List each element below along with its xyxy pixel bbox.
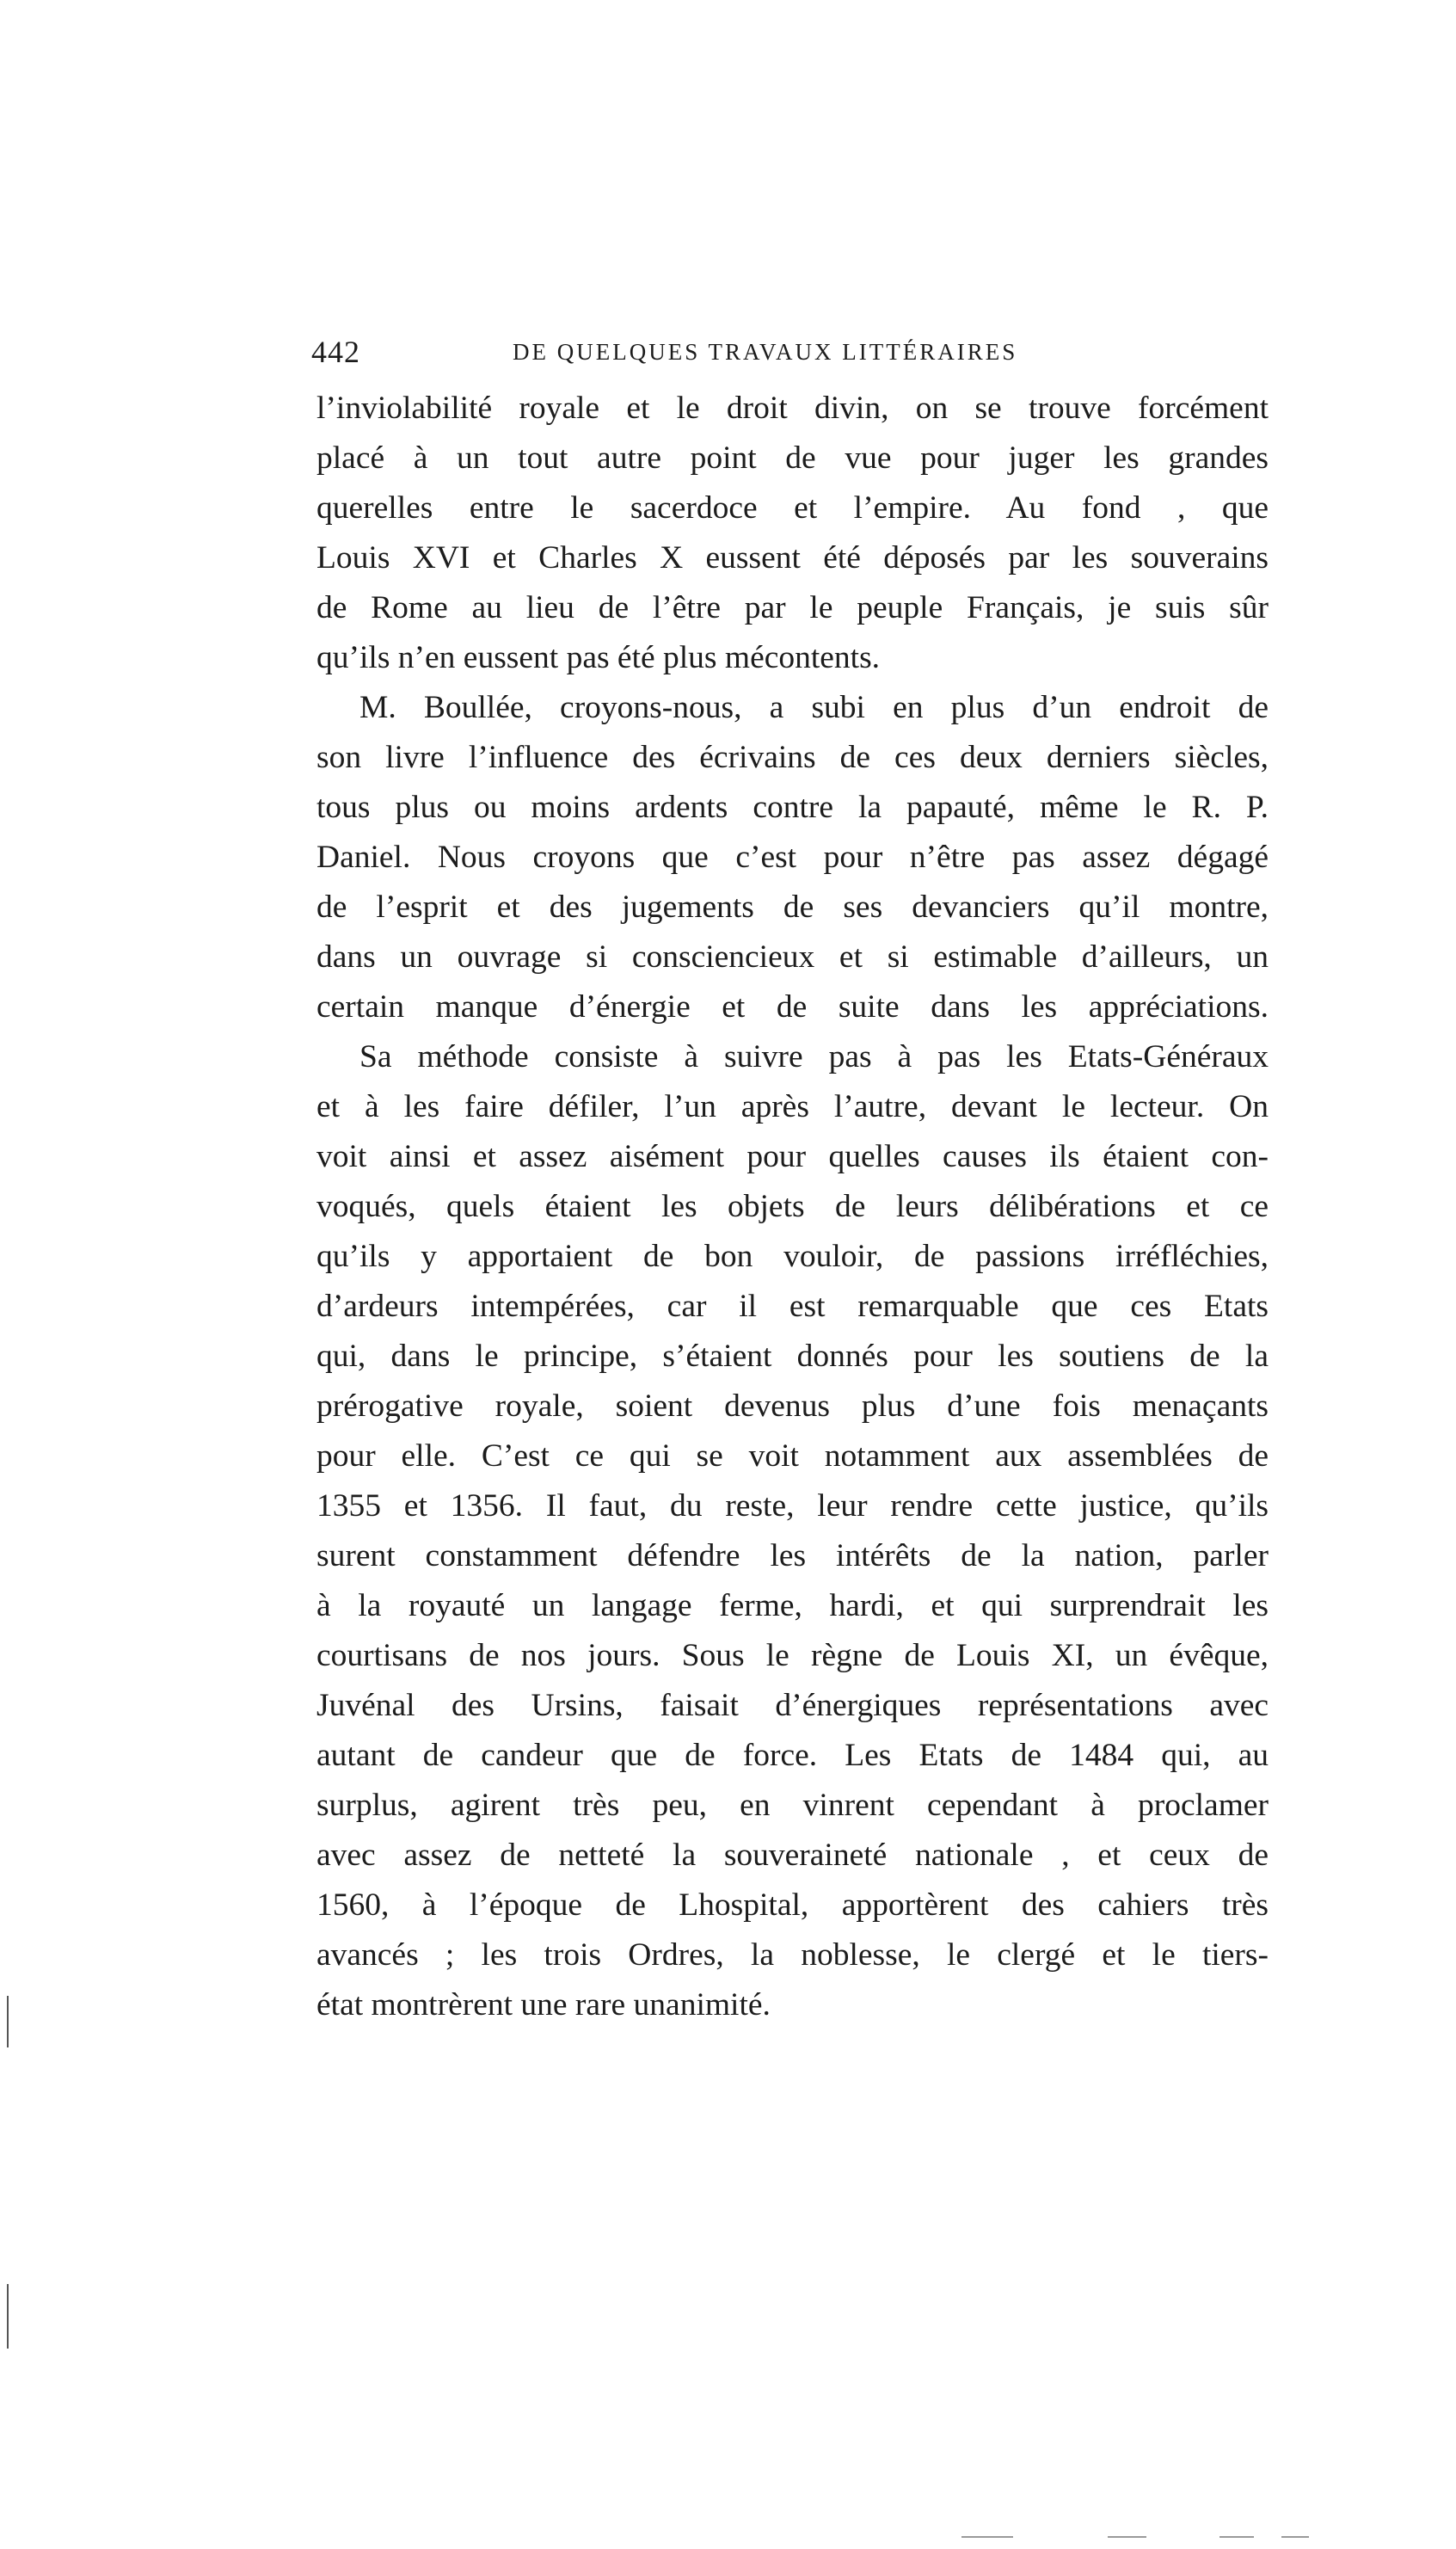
scan-artifact — [1281, 2536, 1309, 2538]
text-line: d’ardeurs intempérées, car il est remarquable que ces Etats — [316, 1289, 1269, 1324]
scan-margin-mark — [7, 2284, 9, 2349]
text-line: certain manque d’énergie et de suite dans les appréciations. — [316, 989, 1269, 1025]
text-line: son livre l’influence des écrivains de ces deux derniers siècles, — [316, 740, 1269, 775]
paragraph-start-line: Sa méthode consiste à suivre pas à pas les Etats-Généraux — [359, 1039, 1269, 1074]
running-title: DE QUELQUES TRAVAUX LITTÉRAIRES — [513, 339, 1018, 365]
text-line: surent constamment défendre les intérêts de la nation, parler — [316, 1538, 1269, 1573]
text-line: de Rome au lieu de l’être par le peuple Français, je suis sûr — [316, 590, 1269, 625]
scan-margin-mark — [7, 1996, 9, 2047]
text-line: prérogative royale, soient devenus plus d’une fois menaçants — [316, 1388, 1269, 1424]
paragraph-start-line: M. Boullée, croyons-nous, a subi en plus d’un endroit de — [359, 690, 1269, 725]
text-line: qu’ils y apportaient de bon vouloir, de passions irréfléchies, — [316, 1239, 1269, 1274]
scan-artifact — [961, 2536, 1013, 2538]
page-number: 442 — [311, 335, 360, 369]
text-line: voqués, quels étaient les objets de leurs délibérations et ce — [316, 1189, 1269, 1224]
text-line: 1355 et 1356. Il faut, du reste, leur rendre cette justice, qu’ils — [316, 1488, 1269, 1524]
text-line: état montrèrent une rare unanimité. — [316, 1987, 771, 2023]
scan-artifact — [1219, 2536, 1254, 2538]
text-line: tous plus ou moins ardents contre la papauté, même le R. P. — [316, 790, 1269, 825]
text-line: l’inviolabilité royale et le droit divin, on se trouve forcément — [316, 391, 1269, 426]
text-line: Daniel. Nous croyons que c’est pour n’être pas assez dégagé — [316, 840, 1269, 875]
text-line: courtisans de nos jours. Sous le règne de Louis XI, un évêque, — [316, 1638, 1269, 1673]
text-line: qui, dans le principe, s’étaient donnés pour les soutiens de la — [316, 1339, 1269, 1374]
text-line: 1560, à l’époque de Lhospital, apportèrent des cahiers très — [316, 1887, 1269, 1923]
text-line: avancés ; les trois Ordres, la noblesse, le clergé et le tiers- — [316, 1937, 1269, 1973]
running-header — [311, 334, 1322, 377]
text-line: à la royauté un langage ferme, hardi, et qui surprendrait les — [316, 1588, 1269, 1623]
text-line: dans un ouvrage si consciencieux et si estimable d’ailleurs, un — [316, 939, 1269, 975]
text-line: qu’ils n’en eussent pas été plus mécontents. — [316, 640, 881, 675]
text-line: voit ainsi et assez aisément pour quelles causes ils étaient con- — [316, 1139, 1269, 1174]
body-text — [316, 384, 1269, 2030]
text-line: querelles entre le sacerdoce et l’empire. Au fond , que — [316, 490, 1269, 526]
text-line: autant de candeur que de force. Les Etats de 1484 qui, au — [316, 1738, 1269, 1773]
text-line: et à les faire défiler, l’un après l’autre, devant le lecteur. On — [316, 1089, 1269, 1124]
text-line: Louis XVI et Charles X eussent été déposés par les souverains — [316, 540, 1269, 576]
text-line: pour elle. C’est ce qui se voit notamment aux assemblées de — [316, 1438, 1269, 1474]
text-line: avec assez de netteté la souveraineté nationale , et ceux de — [316, 1838, 1269, 1873]
text-line: surplus, agirent très peu, en vinrent cependant à proclamer — [316, 1788, 1269, 1823]
text-line: placé à un tout autre point de vue pour juger les grandes — [316, 440, 1269, 476]
text-line: de l’esprit et des jugements de ses devanciers qu’il montre, — [316, 890, 1269, 925]
scan-artifact — [1108, 2536, 1146, 2538]
text-line: Juvénal des Ursins, faisait d’énergiques représentations avec — [316, 1688, 1269, 1723]
